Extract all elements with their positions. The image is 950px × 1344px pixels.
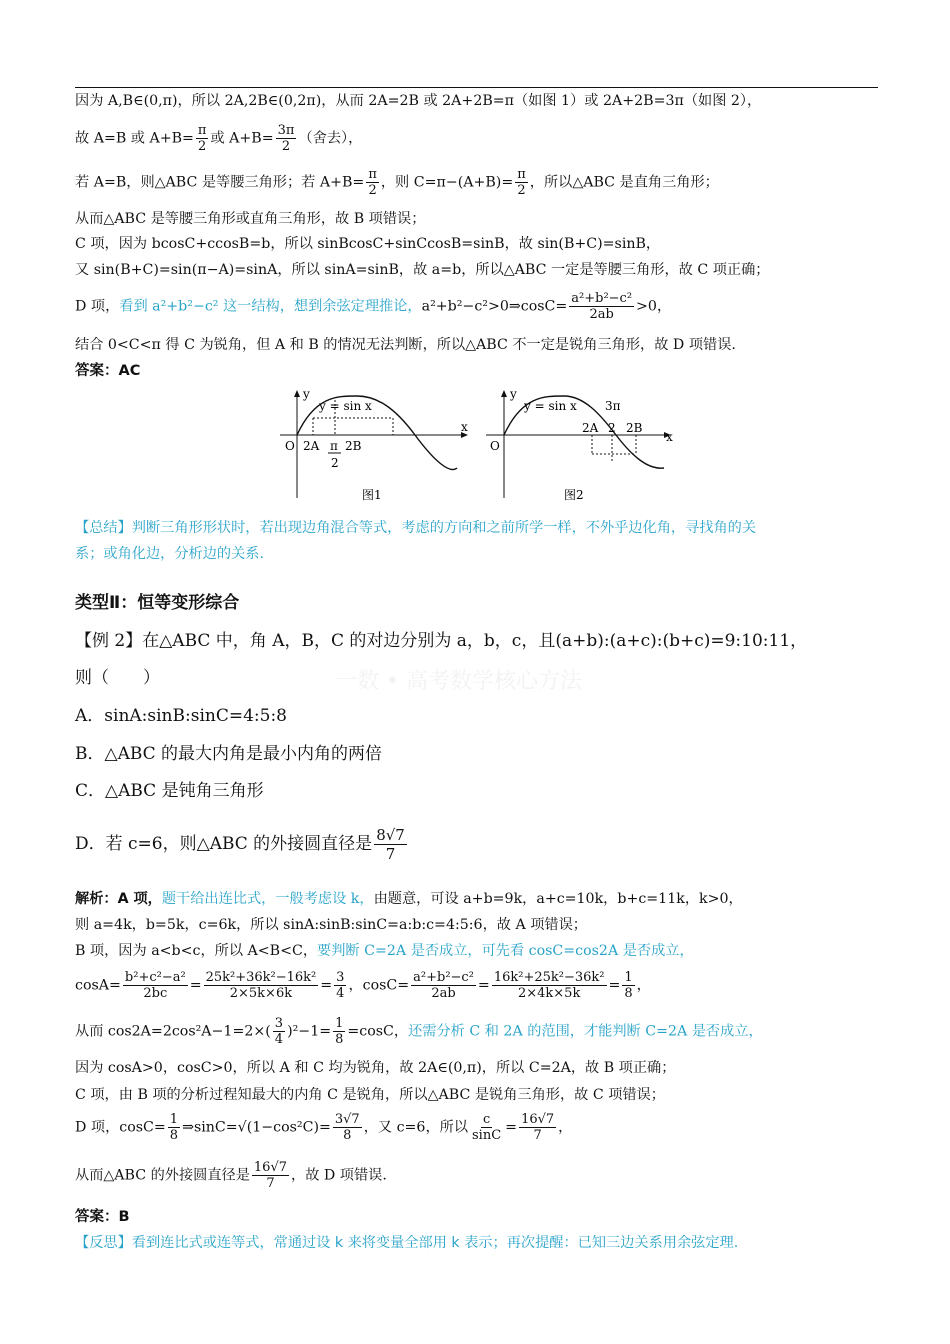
- answer-label: 答案：AC: [75, 363, 141, 379]
- fraction: $\frac{\text{b²+c²−a²}}{2bc}$: [124, 970, 186, 1001]
- fraction: $\frac{1}{8}$: [624, 970, 633, 1001]
- x-axis-label: x: [666, 430, 673, 444]
- solution-line: C 项，由 B 项的分析过程知最大的内角 C 是锐角，所以△ABC 是锐角三角形，故 C 项错误；: [75, 1087, 665, 1103]
- fraction: $\frac{3\pi}{2}$: [277, 123, 295, 154]
- figure-caption: 图2: [564, 488, 584, 502]
- option-a: A．sinA:sinB:sinC=4:5:8: [75, 706, 287, 726]
- option-c: C．△ABC 是钝角三角形: [75, 781, 264, 801]
- reflection-line: 【反思】看到连比式或连等式，常通过设 k 来将变量全部用 k 表示；再次提醒：已知三边关系用余弦定理.: [75, 1235, 739, 1251]
- solution-line: 从而 cos2A=2cos²A−1=2×( $\frac{3}{4}$ )²−1= $\frac{1}{8}$ =cosC，还需分析 C 和 2A 的范围，才能判断 C=2A 是否成立，: [75, 1016, 763, 1047]
- fraction: $\frac{\pi}{2}$: [197, 123, 207, 154]
- origin-label: O: [490, 439, 500, 453]
- fraction: $\frac{c}{\sin C}$: [472, 1112, 502, 1143]
- figure-caption: 图1: [362, 488, 382, 502]
- solution-line: B 项，因为 a<b<c，所以 A<B<C，要判断 C=2A 是否成立，可先看 cosC=cos2A 是否成立，: [75, 943, 694, 959]
- solution-line: 则 a=4k，b=5k，c=6k，所以 sinA:sinB:sinC=a:b:c=4:5:6，故 A 项错误；: [75, 917, 587, 933]
- option-d: D．若 c=6，则△ABC 的外接圆直径是 $\frac{8√7}{7}$: [75, 826, 405, 863]
- summary-line: 系；或角化边，分析边的关系.: [75, 546, 264, 562]
- x-axis-label: x: [461, 420, 468, 434]
- example-stem: 【例 2】在△ABC 中，角 A，B，C 的对边分别为 a，b，c，且(a+b):(a+c):(b+c)=9:10:11，: [75, 631, 808, 651]
- tick-label: 3π: [605, 399, 621, 413]
- text-line: 结合 0<C<π 得 C 为锐角，但 A 和 B 的情况无法判断，所以△ABC 不一定是锐角三角形，故 D 项错误.: [75, 337, 736, 353]
- text-line: D 项，看到 a²+b²−c² 这一结构，想到余弦定理推论，a²+b²−c²>0⇒cosC= $\frac{\text{a²+b²−c²}}{2ab}$ >0，: [75, 291, 672, 322]
- func-label: y = sin x: [524, 399, 577, 413]
- text-line: 因为 A,B∈(0,π)，所以 2A,2B∈(0,2π)，从而 2A=2B 或 2A+2B=π（如图 1）或 2A+2B=3π（如图 2），: [75, 93, 762, 109]
- y-axis-label: y: [303, 388, 310, 401]
- tick-label: 2B: [345, 439, 362, 453]
- figure-2: [478, 388, 688, 512]
- fraction: $\frac{3√7}{8}$: [334, 1112, 360, 1143]
- text-line: C 项，因为 bcosC+ccosB=b，所以 sinBcosC+sinCcosB=sinB，故 sin(B+C)=sinB，: [75, 236, 661, 252]
- fraction: $\frac{16√7}{7}$: [253, 1160, 288, 1191]
- tick-label: 2B: [626, 421, 643, 435]
- section-heading: 类型Ⅱ：恒等变形综合: [75, 593, 240, 613]
- fraction: $\frac{3}{4}$: [274, 1016, 284, 1047]
- fraction: $\frac{\pi}{2}$: [368, 167, 377, 198]
- fraction: $\frac{\text{25k²+36k²−16k²}}{2\times 5k\times 6k}$: [205, 970, 317, 1001]
- fraction: $\frac{3}{4}$: [336, 970, 345, 1001]
- solution-line: 解析：A 项，题干给出连比式，一般考虑设 k，由题意，可设 a+b=9k，a+c=10k，b+c=11k，k>0，: [75, 891, 743, 907]
- text-line: 从而△ABC 是等腰三角形或直角三角形，故 B 项错误；: [75, 211, 426, 227]
- fraction: $\frac{\text{a²+b²−c²}}{2ab}$: [571, 291, 633, 322]
- fraction: $\frac{\pi}{2}$: [517, 167, 526, 198]
- origin-label: O: [285, 439, 295, 453]
- tick-label: 2: [331, 456, 339, 470]
- func-label: y = sin x: [319, 399, 372, 413]
- summary-line: 【总结】判断三角形形状时，若出现边角混合等式，考虑的方向和之前所学一样，不外乎边化角，寻找角的关: [75, 520, 757, 536]
- answer-label: 答案：B: [75, 1209, 130, 1225]
- tick-label: 2A: [303, 439, 320, 453]
- fraction: $\frac{\text{16k²+25k²−36k²}}{2\times 4k\times 5k}$: [493, 970, 605, 1001]
- example-stem: 则（ ）: [75, 668, 160, 688]
- watermark: 一数 • 高考数学核心方法: [335, 669, 582, 694]
- text-line: 故 A=B 或 A+B= $\frac{\pi}{2}$ 或 A+B= $\frac{3\pi}{2}$ （舍去），: [75, 123, 363, 154]
- fraction: $\frac{\text{a²+b²−c²}}{2ab}$: [413, 970, 474, 1001]
- fraction: $\frac{8√7}{7}$: [376, 826, 405, 863]
- text-line: 若 A=B，则△ABC 是等腰三角形；若 A+B= $\frac{\pi}{2}$ ，则 C=π−(A+B)= $\frac{\pi}{2}$ ，所以△ABC 是直角三角形；: [75, 167, 719, 198]
- tick-label: 2: [608, 421, 616, 435]
- y-axis-label: y: [510, 388, 517, 401]
- fraction: $\frac{1}{8}$: [169, 1112, 179, 1143]
- solution-line: cosA= $\frac{\text{b²+c²−a²}}{2bc}$ = $\frac{\text{25k²+36k²−16k²}}{2\times 5k\times 6k}$ = $\frac{3}{4}$ ，cosC= $\frac{\text{a²+b²−c²}}{2ab}$ = $\frac{\text{16k²+25k²−36k²}}{2\times 4k\times 5k}$ = $\frac{1}{8}$ ，: [75, 970, 651, 1001]
- figure-1: [275, 388, 475, 512]
- fraction: $\frac{16√7}{7}$: [521, 1112, 555, 1143]
- text-line: 又 sin(B+C)=sin(π−A)=sinA，所以 sinA=sinB，故 a=b，所以△ABC 一定是等腰三角形，故 C 项正确；: [75, 262, 770, 278]
- tick-label: π: [330, 439, 338, 453]
- top-rule: [75, 87, 878, 88]
- solution-line: 从而△ABC 的外接圆直径是 $\frac{16√7}{7}$ ，故 D 项错误.: [75, 1160, 387, 1191]
- tick-label: 2A: [582, 421, 599, 435]
- option-b: B．△ABC 的最大内角是最小内角的两倍: [75, 744, 383, 764]
- solution-line: 因为 cosA>0，cosC>0，所以 A 和 C 均为锐角，故 2A∈(0,π)，所以 C=2A，故 B 项正确；: [75, 1060, 676, 1076]
- solution-line: D 项，cosC= $\frac{1}{8}$ ⇒sinC=√(1−cos²C)= $\frac{3√7}{8}$ ，又 c=6，所以 $\frac{c}{\sin C}$ = $\frac{16√7}{7}$ ，: [75, 1112, 573, 1143]
- fraction: $\frac{1}{8}$: [335, 1016, 344, 1047]
